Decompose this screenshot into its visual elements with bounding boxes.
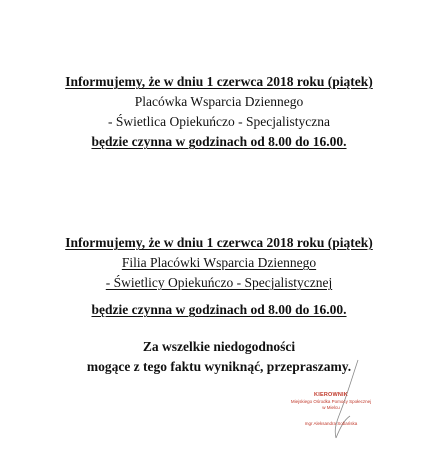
stamp-title: KIEROWNIK xyxy=(314,392,348,398)
stamp-signatory: mgr Aleksandra Sobańska xyxy=(304,421,358,426)
notice-1-facility-type: - Świetlica Opiekuńczo - Specjalistyczna xyxy=(108,114,330,129)
notice-2-date-line: Informujemy, że w dniu 1 czerwca 2018 roku (piątek) xyxy=(65,235,373,250)
official-stamp xyxy=(276,392,386,444)
notice-main-facility xyxy=(0,72,438,152)
notice-2-facility-name: Filia Placówki Wsparcia Dziennego xyxy=(121,255,317,270)
stamp-institution: Miejskiego Ośrodka Pomocy Społecznej xyxy=(290,399,372,404)
notice-2-facility-type: - Świetlicy Opiekuńczo - Specjalistycznej xyxy=(105,275,333,290)
notice-1-hours: będzie czynna w godzinach od 8.00 do 16.00. xyxy=(91,134,347,149)
stamp-location: w Mielcu xyxy=(322,405,340,410)
notice-1-date-line: Informujemy, że w dniu 1 czerwca 2018 roku (piątek) xyxy=(65,74,373,89)
notice-2-hours: będzie czynna w godzinach od 8.00 do 16.00. xyxy=(91,302,347,317)
apology-line-1: Za wszelkie niedogodności xyxy=(142,339,296,354)
apology-line-2: mogące z tego faktu wyniknąć, przepraszamy. xyxy=(86,359,352,374)
notice-1-facility-name: Placówka Wsparcia Dziennego xyxy=(134,94,304,109)
notice-branch-facility xyxy=(0,233,438,320)
